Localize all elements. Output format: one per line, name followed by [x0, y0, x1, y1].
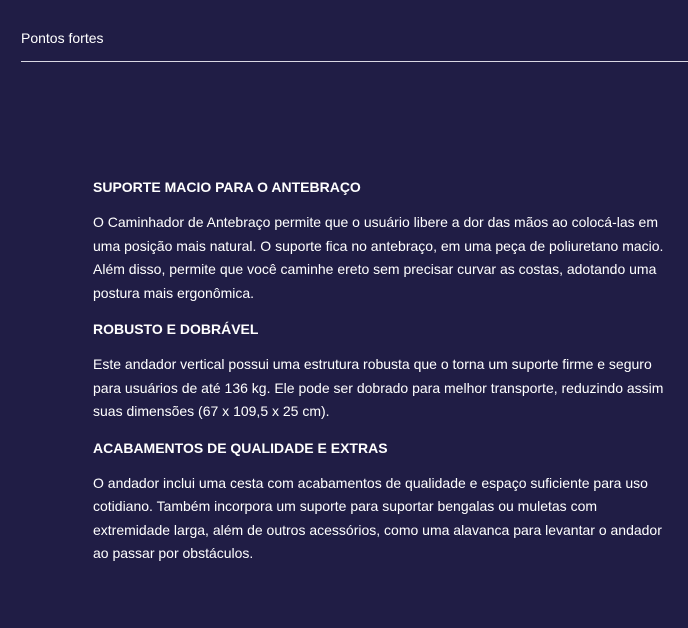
- header-title: Pontos fortes: [21, 30, 104, 46]
- section-body: Este andador vertical possui uma estrutura robusta que o torna um suporte firme e seguro para usuários de até 136 kg. Ele pode ser dobrado para melhor transporte, reduzindo assim suas dimensões (67 x 109,5 x 25 cm).: [93, 356, 664, 419]
- section-body: O Caminhador de Antebraço permite que o usuário libere a dor das mãos ao colocá-las em uma posição mais natural. O suporte fica no antebraço, em uma peça de poliuretano macio. Além disso, permite que você caminhe ereto sem precisar curvar as costas, adotando uma postura mais ergonômica.: [93, 214, 664, 301]
- strengths-content: [93, 178, 665, 581]
- section-quality-extras: [93, 439, 665, 566]
- section-header: [21, 0, 688, 62]
- section-title: SUPORTE MACIO PARA O ANTEBRAÇO: [93, 179, 361, 195]
- section-title: ROBUSTO E DOBRÁVEL: [93, 321, 259, 337]
- section-forearm-support: [93, 178, 665, 305]
- section-title: ACABAMENTOS DE QUALIDADE E EXTRAS: [93, 439, 388, 456]
- section-body: O andador inclui uma cesta com acabamentos de qualidade e espaço suficiente para uso cotidiano. Também incorpora um suporte para suportar bengalas ou muletas com extremidade larga, além de outros acessórios, como uma alavanca para levantar o andador ao passar por obstáculos.: [93, 474, 662, 561]
- section-robust-foldable: [93, 320, 665, 424]
